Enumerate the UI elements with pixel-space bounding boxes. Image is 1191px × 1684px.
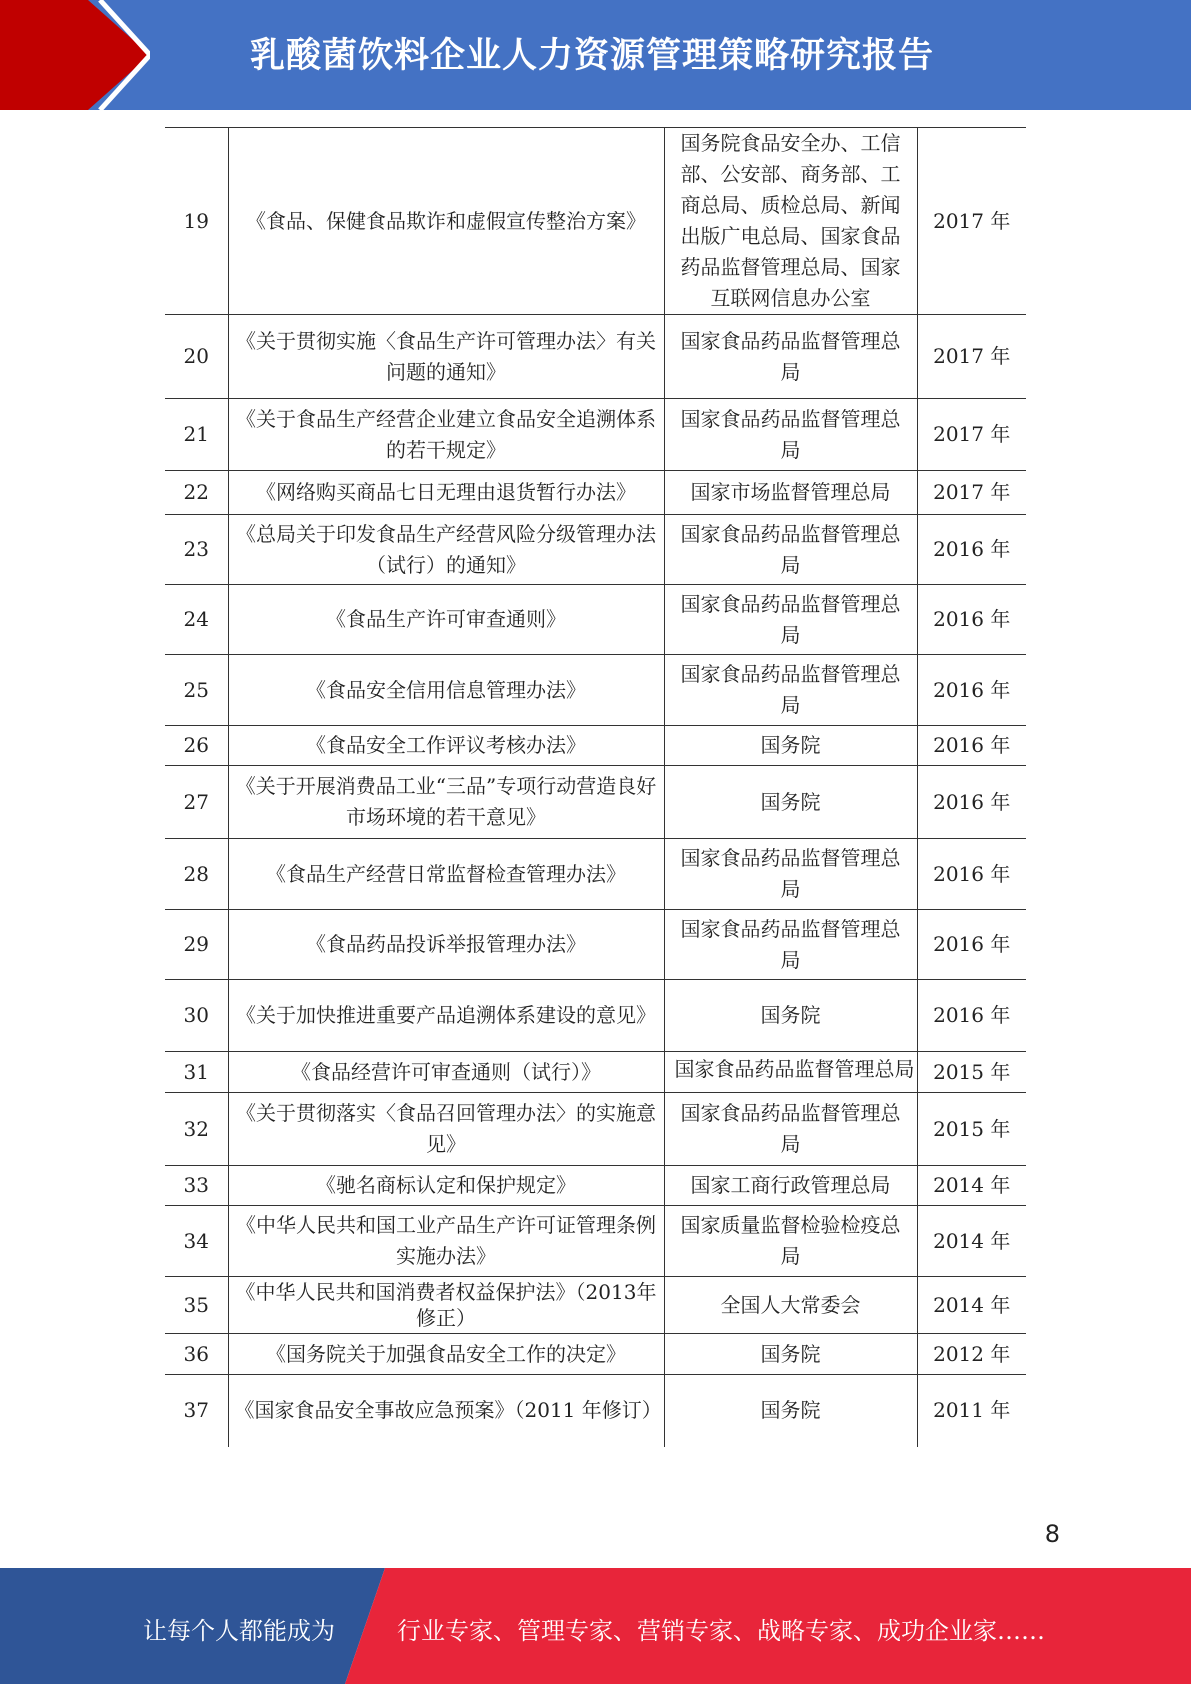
issue-year: 2017 年 [917, 399, 1026, 471]
table-row [165, 1334, 1026, 1375]
row-number: 30 [165, 980, 228, 1052]
issue-year: 2016 年 [917, 655, 1026, 726]
document-title: 《总局关于印发食品生产经营风险分级管理办法（试行）的通知》 [228, 515, 664, 585]
document-title: 《关于贯彻实施〈食品生产许可管理办法〉有关问题的通知》 [228, 315, 664, 399]
document-title: 《国务院关于加强食品安全工作的决定》 [228, 1334, 664, 1375]
document-title: 《食品经营许可审查通则（试行）》 [228, 1052, 664, 1093]
document-title: 《食品、保健食品欺诈和虚假宣传整治方案》 [228, 128, 664, 315]
row-number: 33 [165, 1166, 228, 1206]
table-row [165, 1166, 1026, 1206]
table-row [165, 726, 1026, 766]
table-row [165, 585, 1026, 655]
page-number: 8 [1044, 1520, 1060, 1548]
issuing-authority: 国家工商行政管理总局 [664, 1166, 917, 1206]
table-row [165, 1206, 1026, 1277]
row-number: 19 [165, 128, 228, 315]
issuing-authority: 国家食品药品监督管理总局 [664, 1093, 917, 1166]
document-title: 《食品药品投诉举报管理办法》 [228, 910, 664, 980]
issuing-authority: 国务院食品安全办、工信部、公安部、商务部、工商总局、质检总局、新闻出版广电总局、国家食品药品监督管理总局、国家互联网信息办公室 [664, 128, 917, 315]
document-title: 《驰名商标认定和保护规定》 [228, 1166, 664, 1206]
issuing-authority: 国务院 [664, 1375, 917, 1447]
row-number: 24 [165, 585, 228, 655]
row-number: 37 [165, 1375, 228, 1447]
row-number: 32 [165, 1093, 228, 1166]
issue-year: 2012 年 [917, 1334, 1026, 1375]
document-title: 《国家食品安全事故应急预案》（2011 年修订） [228, 1375, 664, 1447]
table-row [165, 910, 1026, 980]
page-header [0, 0, 1191, 110]
row-number: 27 [165, 766, 228, 839]
issue-year: 2017 年 [917, 471, 1026, 515]
header-red-chevron [0, 0, 150, 110]
issue-year: 2016 年 [917, 980, 1026, 1052]
issuing-authority: 国家食品药品监督管理总局 [664, 515, 917, 585]
issuing-authority: 国务院 [664, 766, 917, 839]
table-row [165, 1375, 1026, 1447]
document-title: 《关于贯彻落实〈食品召回管理办法〉的实施意见》 [228, 1093, 664, 1166]
issuing-authority: 国家食品药品监督管理总局 [664, 315, 917, 399]
issue-year: 2016 年 [917, 515, 1026, 585]
table-row [165, 980, 1026, 1052]
issuing-authority: 国家市场监督管理总局 [664, 471, 917, 515]
issue-year: 2015 年 [917, 1093, 1026, 1166]
document-title: 《关于开展消费品工业“三品”专项行动营造良好市场环境的若干意见》 [228, 766, 664, 839]
issue-year: 2017 年 [917, 128, 1026, 315]
table-row [165, 399, 1026, 471]
issuing-authority: 国家食品药品监督管理总局 [664, 399, 917, 471]
footer-slogan-left: 让每个人都能成为 [143, 1617, 335, 1645]
issuing-authority: 全国人大常委会 [664, 1277, 917, 1334]
issuing-authority: 国家食品药品监督管理总局 [664, 655, 917, 726]
row-number: 26 [165, 726, 228, 766]
table-row [165, 766, 1026, 839]
issue-year: 2016 年 [917, 585, 1026, 655]
row-number: 28 [165, 839, 228, 910]
regulations-table [165, 127, 1026, 1447]
row-number: 25 [165, 655, 228, 726]
table-row [165, 315, 1026, 399]
issue-year: 2011 年 [917, 1375, 1026, 1447]
row-number: 20 [165, 315, 228, 399]
document-title: 《关于加快推进重要产品追溯体系建设的意见》 [228, 980, 664, 1052]
row-number: 35 [165, 1277, 228, 1334]
issuing-authority: 国家食品药品监督管理总局 [664, 585, 917, 655]
row-number: 31 [165, 1052, 228, 1093]
footer-slogan-right: 行业专家、管理专家、营销专家、战略专家、成功企业家…… [397, 1617, 1045, 1645]
issue-year: 2014 年 [917, 1166, 1026, 1206]
regulations-table-body [165, 128, 1026, 1447]
issue-year: 2014 年 [917, 1277, 1026, 1334]
row-number: 23 [165, 515, 228, 585]
issuing-authority: 国务院 [664, 980, 917, 1052]
issue-year: 2016 年 [917, 726, 1026, 766]
issue-year: 2014 年 [917, 1206, 1026, 1277]
row-number: 34 [165, 1206, 228, 1277]
document-title: 《关于食品生产经营企业建立食品安全追溯体系的若干规定》 [228, 399, 664, 471]
table-row [165, 515, 1026, 585]
table-row [165, 128, 1026, 315]
table-row [165, 1052, 1026, 1093]
issuing-authority: 国家质量监督检验检疫总局 [664, 1206, 917, 1277]
issue-year: 2016 年 [917, 839, 1026, 910]
table-row [165, 471, 1026, 515]
row-number: 21 [165, 399, 228, 471]
document-title: 《网络购买商品七日无理由退货暂行办法》 [228, 471, 664, 515]
document-title: 《食品生产许可审查通则》 [228, 585, 664, 655]
report-title: 乳酸菌饮料企业人力资源管理策略研究报告 [250, 36, 935, 76]
row-number: 29 [165, 910, 228, 980]
row-number: 36 [165, 1334, 228, 1375]
issuing-authority: 国务院 [664, 1334, 917, 1375]
issue-year: 2016 年 [917, 910, 1026, 980]
table-row [165, 1093, 1026, 1166]
table-row [165, 655, 1026, 726]
issuing-authority: 国家食品药品监督管理总局 [664, 1052, 917, 1093]
issuing-authority: 国家食品药品监督管理总局 [664, 839, 917, 910]
table-row [165, 839, 1026, 910]
document-title: 《食品安全信用信息管理办法》 [228, 655, 664, 726]
issue-year: 2015 年 [917, 1052, 1026, 1093]
document-title: 《食品安全工作评议考核办法》 [228, 726, 664, 766]
document-title: 《中华人民共和国工业产品生产许可证管理条例实施办法》 [228, 1206, 664, 1277]
row-number: 22 [165, 471, 228, 515]
document-title: 《食品生产经营日常监督检查管理办法》 [228, 839, 664, 910]
issue-year: 2017 年 [917, 315, 1026, 399]
issuing-authority: 国家食品药品监督管理总局 [664, 910, 917, 980]
document-title: 《中华人民共和国消费者权益保护法》（2013年修正） [228, 1277, 664, 1334]
issuing-authority: 国务院 [664, 726, 917, 766]
table-row [165, 1277, 1026, 1334]
issue-year: 2016 年 [917, 766, 1026, 839]
